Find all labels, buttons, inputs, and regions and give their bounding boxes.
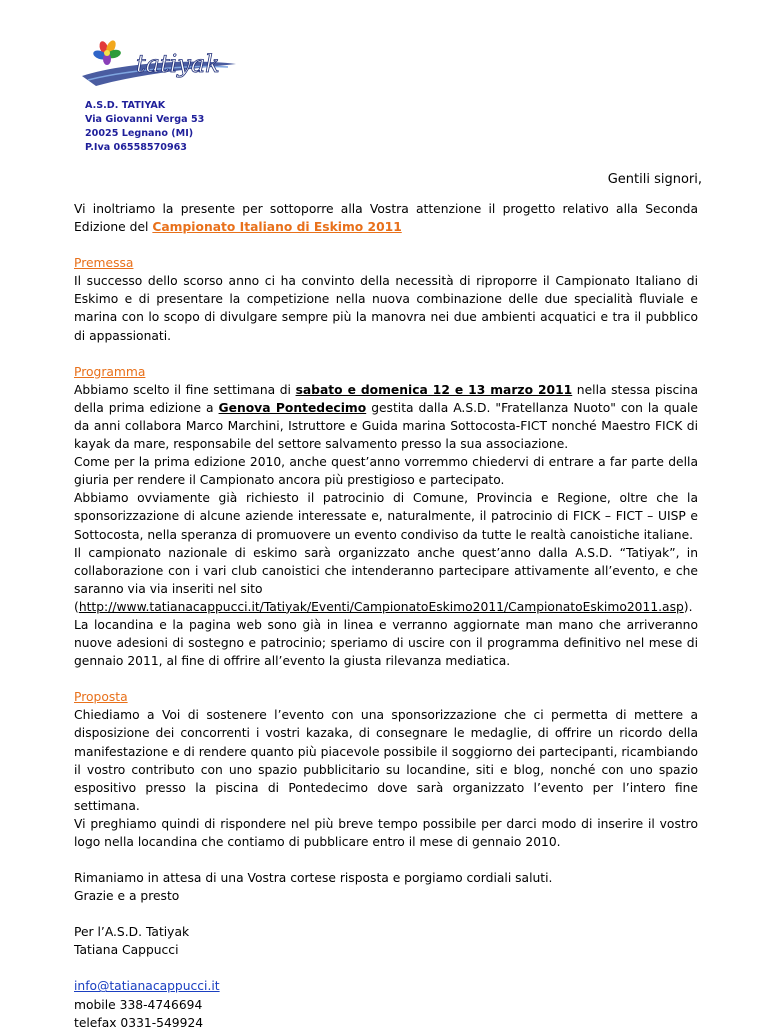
tatiyak-logo	[78, 34, 240, 96]
programma-paragraph-4: Il campionato nazionale di eskimo sarà organizzato anche quest’anno dalla A.S.D. “Tatiyak”, in collaborazione con i vari club canoistici che intenderanno partecipare attivamente all’evento, e che saranno via via inseriti nel sito	[74, 545, 698, 596]
letter-body	[74, 200, 698, 1032]
proposta-paragraph-2: Vi preghiamo quindi di rispondere nel più breve tempo possibile per darci modo di inserire il vostro logo nella locandina che contiamo di pubblicare entro il mese di gennaio 2010.	[74, 816, 698, 849]
programma-paragraph-3: Abbiamo ovviamente già richiesto il patrocinio di Comune, Provincia e Regione, oltre che la sponsorizzazione di alcune aziende interessate e, naturalmente, il patrocinio di FICK – FICT – UISP e Sottocosta, nella speranza di promuovere un evento condiviso da tutte le realtà canoistiche italiane.	[74, 491, 698, 542]
telefax-number: telefax 0331-549924	[74, 1015, 204, 1030]
sender-address	[85, 99, 204, 155]
sender-city: 20025 Legnano (MI)	[85, 128, 194, 140]
flower-icon	[92, 39, 122, 65]
greeting: Gentili signori,	[607, 172, 702, 187]
sender-street: Via Giovanni Verga 53	[85, 114, 205, 126]
programma-heading: Programma	[74, 364, 146, 379]
signature-line-1: Per l’A.S.D. Tatiyak	[74, 925, 190, 940]
premessa-heading: Premessa	[74, 256, 134, 271]
sender-vat: P.Iva 06558570963	[85, 142, 187, 154]
sender-name: A.S.D. TATIYAK	[85, 100, 166, 111]
campionato-link[interactable]: Campionato Italiano di Eskimo 2011	[152, 220, 402, 235]
proposta-heading: Proposta	[74, 690, 128, 705]
intro-paragraph: Vi inoltriamo la presente per sottoporre alla Vostra attenzione il progetto relativo alla Seconda Edizione del Campionato Italiano di Eskimo 2011	[74, 202, 698, 235]
closing-line-1: Rimaniamo in attesa di una Vostra cortese risposta e porgiamo cordiali saluti.	[74, 871, 553, 886]
programma-paragraph-5: La locandina e la pagina web sono già in linea e verranno aggiornate man mano che arriveranno nuove adesioni di sostegno e patrocinio; speriamo di uscire con il programma definitivo nel mese di gennaio 2011, al fine di offrire all’evento la giusta rilevanza mediatica.	[74, 617, 698, 669]
svg-text:tatiyak: tatiyak	[136, 50, 220, 78]
mobile-number: mobile 338-4746694	[74, 997, 203, 1012]
signature-line-2: Tatiana Cappucci	[74, 943, 179, 958]
closing-line-2: Grazie e a presto	[74, 889, 180, 904]
programma-paragraph-1: Abbiamo scelto il fine settimana di sabato e domenica 12 e 13 marzo 2011 nella stessa piscina della prima edizione a Genova Pontedecimo gestita dalla A.S.D. "Fratellanza Nuoto" con la quale da anni collabora Marco Marchini, Istruttore e Guida marina Sottocosta-FICT nonché Maestro FICK di kayak da mare, responsabile del settore salvamento presso la sua associazione.	[74, 382, 698, 452]
email-link[interactable]: info@tatianacappucci.it	[74, 979, 220, 994]
proposta-paragraph-1: Chiediamo a Voi di sostenere l’evento con una sponsorizzazione che ci permetta di mettere a disposizione dei concorrenti i vostri kazaka, di consegnare le medaglie, di offrire un ricordo della manifestazione e di rendere quanto più piacevole possibile il soggiorno dei partecipanti, ricambiando il vostro contributo con uno spazio pubblicitario su locandine, siti e blog, nonché con uno spazio espositivo presso la piscina di Pontedecimo dove sarà organizzato l’evento per l’intero fine settimana.	[74, 708, 698, 813]
programma-paragraph-2: Come per la prima edizione 2010, anche quest’anno vorremmo chiedervi di entrare a far parte della giuria per rendere il Campionato ancora più prestigioso e partecipato.	[74, 455, 698, 488]
event-date: sabato e domenica 12 e 13 marzo 2011	[295, 382, 573, 397]
event-url-line: (http://www.tatianacappucci.it/Tatiyak/Eventi/CampionatoEskimo2011/CampionatoEskimo2011.asp).	[74, 599, 693, 614]
event-url-link[interactable]: http://www.tatianacappucci.it/Tatiyak/Eventi/CampionatoEskimo2011/CampionatoEskimo2011.asp	[78, 599, 684, 614]
event-place: Genova Pontedecimo	[218, 400, 367, 415]
premessa-text: Il successo dello scorso anno ci ha convinto della necessità di riproporre il Campionato Italiano di Eskimo e di presentare la competizione nella nuova combinazione delle due specialità fluviale e marina con lo scopo di divulgare sempre più la manovra nei due ambienti acquatici e tra il pubblico di appassionati.	[74, 274, 698, 343]
